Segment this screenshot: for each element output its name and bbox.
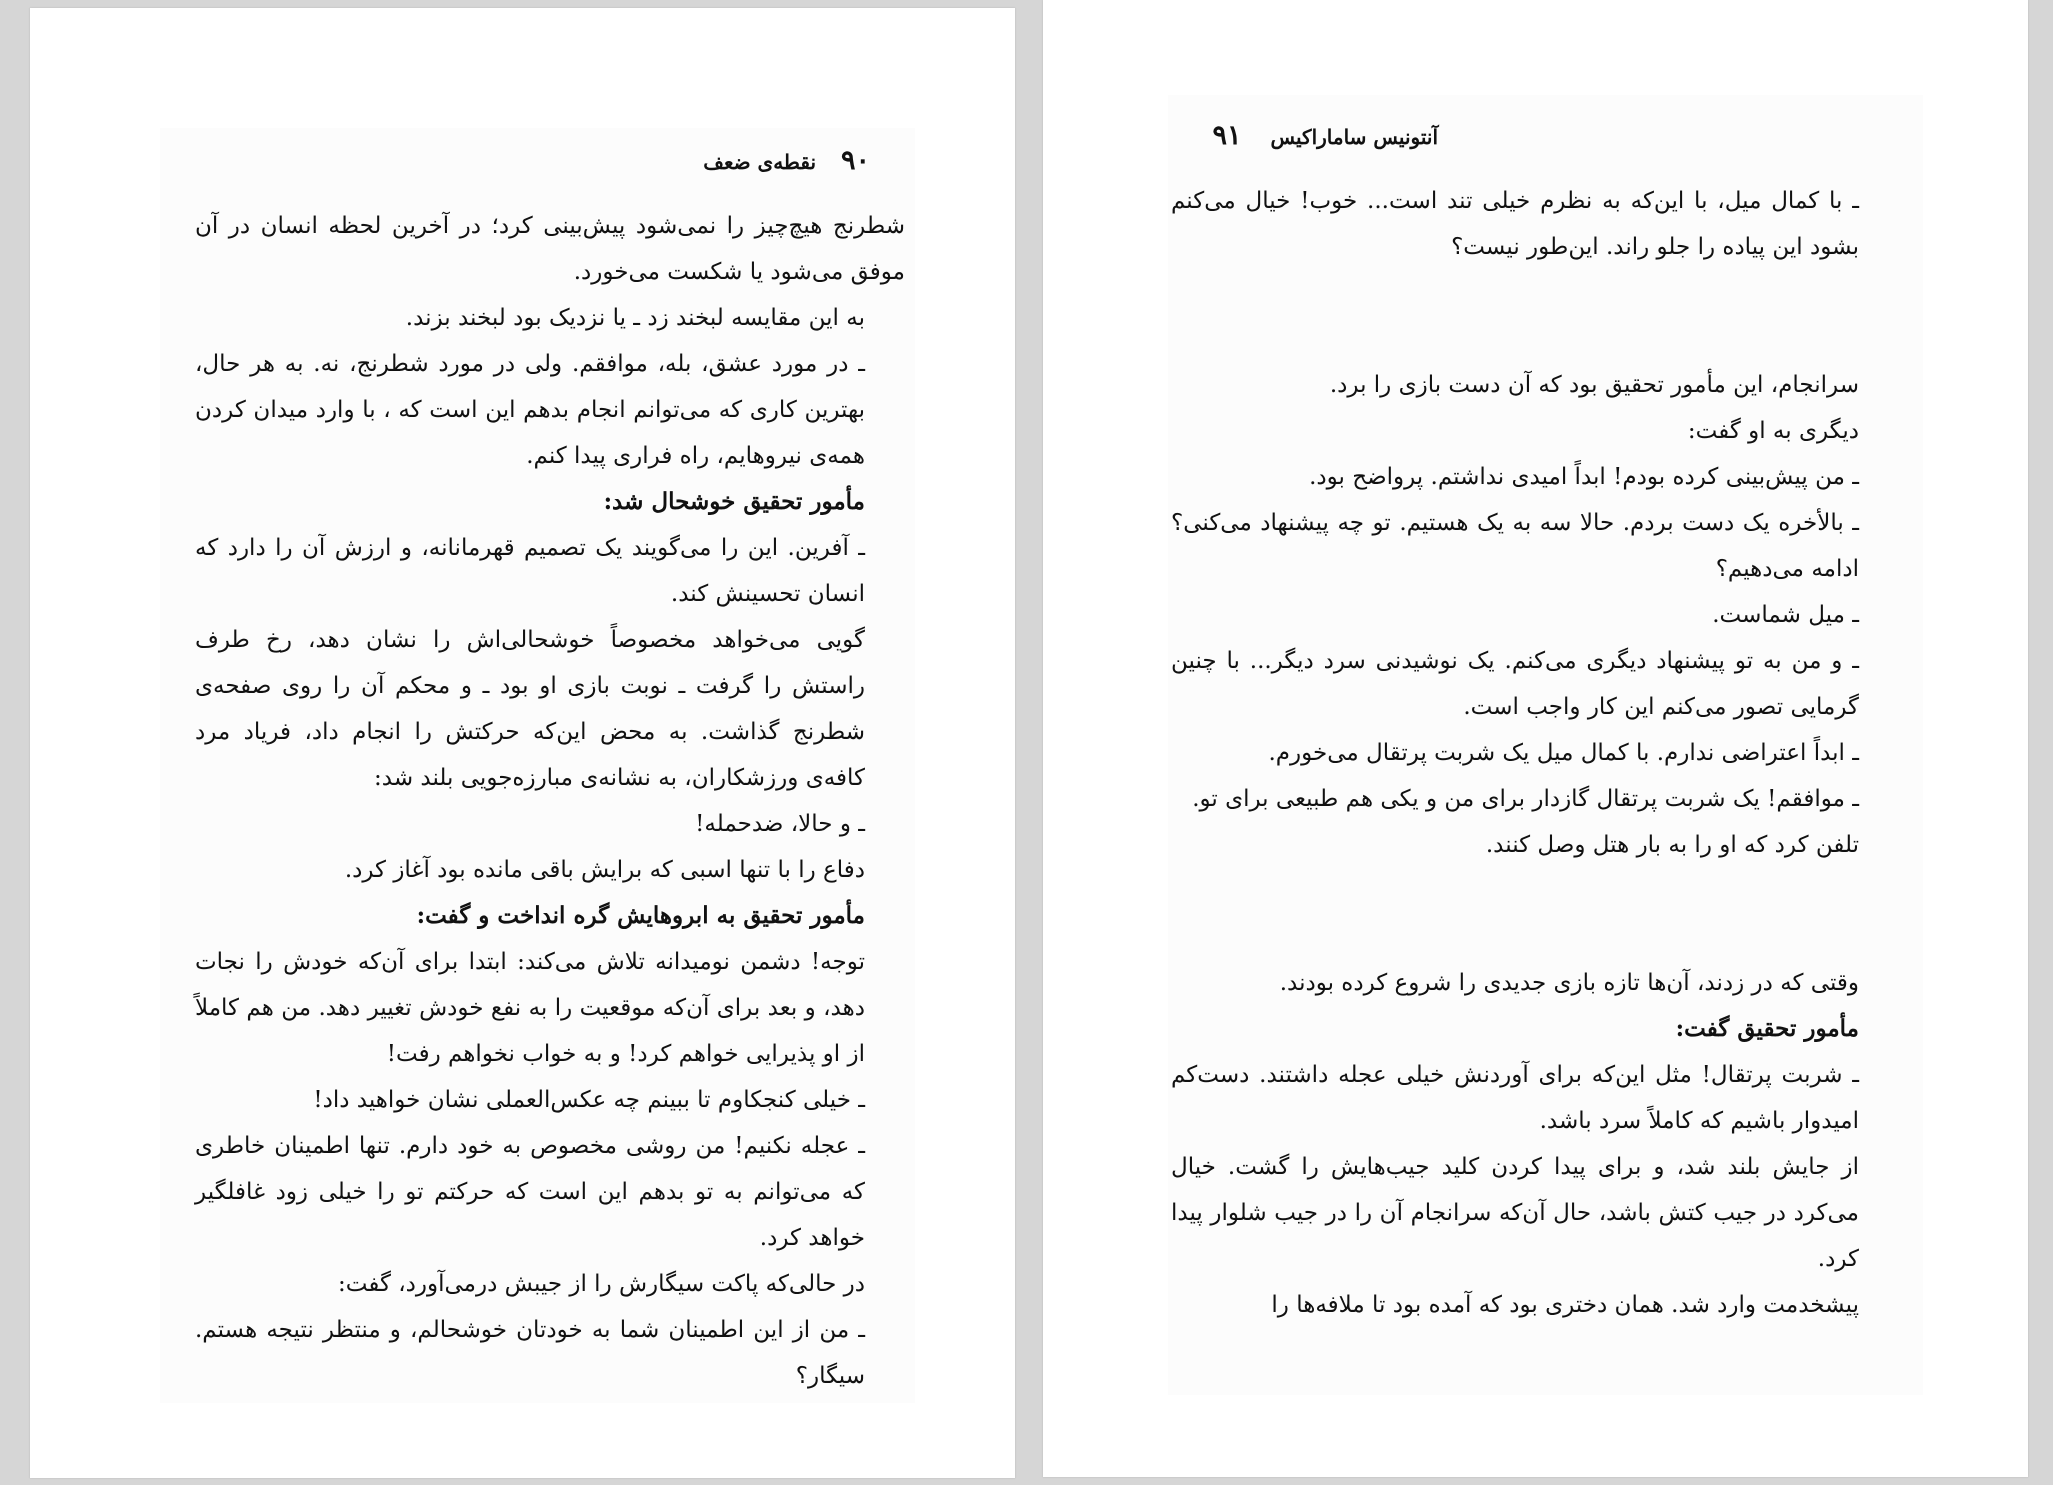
paragraph: ـ میل شماست.	[1712, 602, 1859, 628]
paragraph: شطرنج هیچ‌چیز را نمی‌شود پیش‌بینی کرد؛ در آخرین لحظه انسان در آن موفق می‌شود یا شکست می‌خورد.	[195, 213, 905, 285]
paragraph: دفاع را با تنها اسبی که برایش باقی مانده بود آغاز کرد.	[344, 857, 865, 883]
paragraph: ـ آفرین. این را می‌گویند یک تصمیم قهرمانانه، و ارزش آن را دارد که انسان تحسینش کند.	[195, 535, 865, 607]
paragraph: از جایش بلند شد، و برای پیدا کردن کلید جیب‌هایش را گشت. خیال می‌کرد در جیب کتش باشد، حال آن‌که سرانجام آن را در جیب شلوار پیدا کرد.	[1171, 1154, 1859, 1272]
paragraph: ـ خیلی کنجکاوم تا ببینم چه عکس‌العملی نشان خواهید داد!	[313, 1087, 865, 1113]
paragraph: تلفن کرد که او را به بار هتل وصل کنند.	[1485, 832, 1859, 858]
paragraph: ـ ابداً اعتراضی ندارم. با کمال میل یک شربت پرتقال می‌خورم.	[1268, 740, 1859, 766]
paragraph: ـ عجله نکنیم! من روشی مخصوص به خود دارم. تنها اطمینان خاطری که می‌توانم به تو بدهم این است که حرکتم تو را خیلی زود غافلگیر خواهد کرد.	[195, 1133, 865, 1251]
paragraph: ـ و من به تو پیشنهاد دیگری می‌کنم. یک نوشیدنی سرد دیگر... با چنین گرمایی تصور می‌کنم این کار واجب است.	[1171, 648, 1859, 720]
right-running-head: آنتونیس ساماراکیس	[1270, 125, 1438, 149]
paragraph: پیشخدمت وارد شد. همان دختری بود که آمده بود تا ملافه‌ها را	[1271, 1292, 1859, 1318]
paragraph: مأمور تحقیق گفت:	[1675, 1015, 1859, 1042]
left-page-header	[703, 145, 870, 176]
paragraph: ـ و حالا، ضدحمله!	[695, 811, 865, 837]
paragraph: مأمور تحقیق خوشحال شد:	[603, 488, 865, 515]
left-page	[30, 8, 1015, 1478]
paragraph: ـ شربت پرتقال! مثل این‌که برای آوردنش خیلی عجله داشتند. دست‌کم امیدوار باشیم که کاملاً سرد باشد.	[1171, 1062, 1859, 1134]
paragraph: ـ بالأخره یک دست بردم. حالا سه به یک هستیم. تو چه پیشنهاد می‌کنی؟ ادامه می‌دهیم؟	[1171, 510, 1859, 582]
paragraph: به این مقایسه لبخند زد ـ یا نزدیک بود لبخند بزند.	[405, 305, 865, 331]
paragraph: توجه! دشمن نومیدانه تلاش می‌کند: ابتدا برای آن‌که خودش را نجات دهد، و بعد برای آن‌که موقعیت را به نفع خودش تغییر دهد. من هم کاملاً از او پذیرایی خواهم کرد! و به خواب نخواهم رفت!	[195, 949, 865, 1067]
paragraph: ـ در مورد عشق، بله، موافقم. ولی در مورد شطرنج، نه. به هر حال، بهترین کاری که می‌توانم انجام بدهم این است که ، با وارد میدان کردن همه‌ی نیروهایم، راه فراری پیدا کنم.	[195, 351, 865, 469]
paragraph: سرانجام، این مأمور تحقیق بود که آن دست بازی را برد.	[1329, 372, 1859, 398]
left-running-head: نقطه‌ی ضعف	[703, 150, 817, 174]
paragraph: مأمور تحقیق به ابروهایش گره انداخت و گفت:	[416, 902, 865, 929]
paragraph: ـ من پیش‌بینی کرده بودم! ابداً امیدی نداشتم. پرواضح بود.	[1309, 464, 1859, 490]
paragraph: در حالی‌که پاکت سیگارش را از جیبش درمی‌آورد، گفت:	[337, 1271, 865, 1297]
right-page-header	[1213, 120, 1438, 151]
paragraph: ـ من از این اطمینان شما به خودتان خوشحالم، و منتظر نتیجه هستم. سیگار؟	[195, 1317, 865, 1389]
left-page-body	[195, 203, 905, 1399]
paragraph: گویی می‌خواهد مخصوصاً خوشحالی‌اش را نشان دهد، رخ طرف راستش را گرفت ـ نوبت بازی او بود ـ و محکم آن را روی صفحه‌ی شطرنج گذاشت. به محض این‌که حرکتش را انجام داد، فریاد مرد کافه‌ی ورزشکاران، به نشانه‌ی مبارزه‌جویی بلند شد:	[195, 627, 865, 791]
right-page	[1043, 0, 2028, 1477]
right-page-number: ۹۱	[1212, 120, 1242, 151]
left-page-number: ۹۰	[840, 145, 870, 176]
paragraph: ـ موافقم! یک شربت پرتقال گازدار برای من و یکی هم طبیعی برای تو.	[1192, 786, 1859, 812]
paragraph: دیگری به او گفت:	[1687, 418, 1859, 444]
paragraph: ـ با کمال میل، با این‌که به نظرم خیلی تند است... خوب! خیال می‌کنم بشود این پیاده را جلو راند. این‌طور نیست؟	[1171, 188, 1859, 260]
paragraph: وقتی که در زدند، آن‌ها تازه بازی جدیدی را شروع کرده بودند.	[1279, 970, 1859, 996]
right-page-body	[1171, 178, 1899, 1328]
